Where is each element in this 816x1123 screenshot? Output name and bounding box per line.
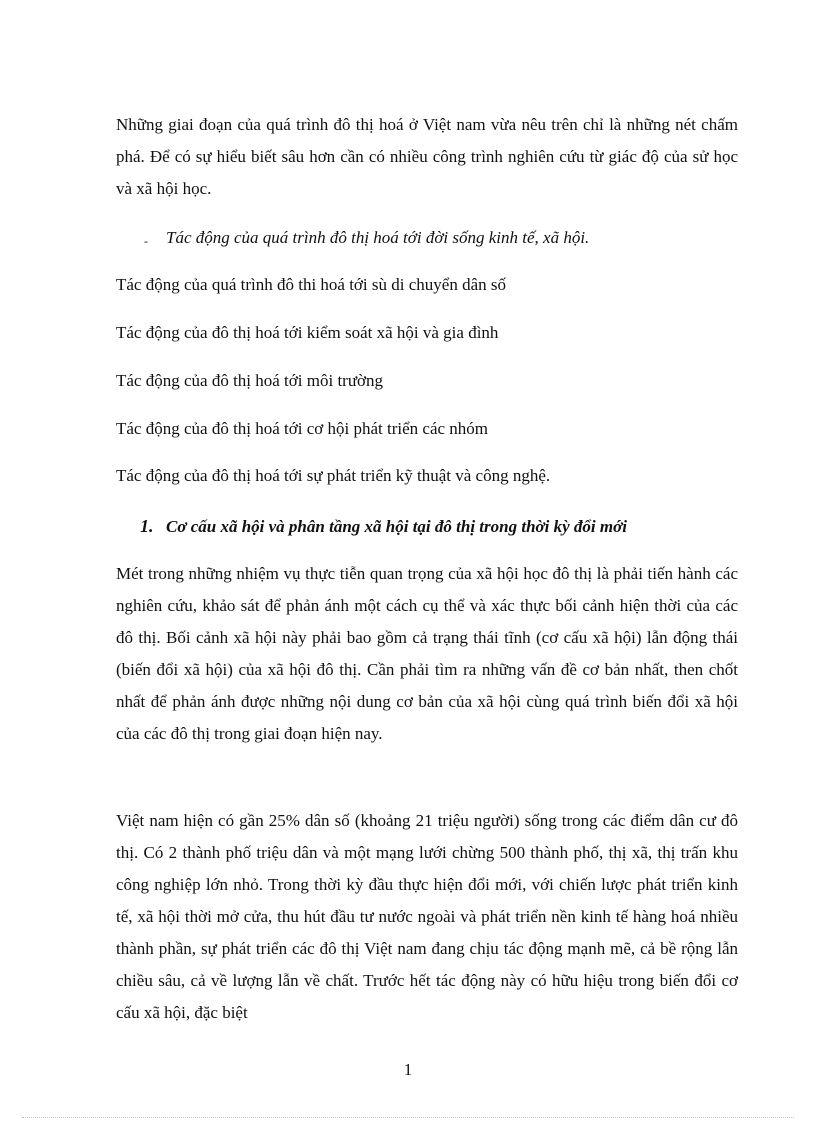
impact-line-5: Tác động của đô thị hoá tới sự phát triển kỹ thuật và công nghệ. xyxy=(116,466,551,485)
body-paragraph-1: Mét trong những nhiệm vụ thực tiễn quan trọng của xã hội học đô thị là phải tiến hành các nghiên cứu, khảo sát để phản ánh một cách cụ thể và xác thực bối cảnh hiện thời của các đô thị. Bối cảnh xã hội này phải bao gồm cả trạng thái tĩnh (cơ cấu xã hội) lẫn động thái (biến đổi xã hội) của xã hội đô thị. Cần phải tìm ra những vấn đề cơ bản nhất, then chốt nhất để phản ánh được những nội dung cơ bản của xã hội cùng quá trình biến đổi xã hội của các đô thị trong giai đoạn hiện nay. xyxy=(116,564,738,743)
body-paragraph-2: Việt nam hiện có gần 25% dân số (khoảng 21 triệu người) sống trong các điểm dân cư đô thị. Có 2 thành phố triệu dân và một mạng lưới chừng 500 thành phố, thị xã, thị trấn khu công nghiệp lớn nhỏ. Trong thời kỳ đầu thực hiện đổi mới, với chiến lược phát triển kinh tế, xã hội thời mở cửa, thu hút đầu tư nước ngoài và phát triển nền kinh tế hàng hoá nhiều thành phần, sự phát triển các đô thị Việt nam đang chịu tác động mạnh mẽ, cả bề rộng lẫn chiều sâu, cả về lượng lẫn về chất. Trước hết tác động này có hữu hiệu trong biến đổi cơ cấu xã hội, đặc biệt xyxy=(116,811,738,1022)
bullet-text: Tác động của quá trình đô thị hoá tới đời sống kinh tế, xã hội. xyxy=(166,228,590,247)
section-heading xyxy=(140,514,627,539)
impact-line-1: Tác động của quá trình đô thi hoá tới sù di chuyển dân số xyxy=(116,275,506,294)
section-title: Cơ cấu xã hội và phân tầng xã hội tại đô thị trong thời kỳ đổi mới xyxy=(166,517,627,536)
impact-line-2: Tác động của đô thị hoá tới kiểm soát xã hội và gia đình xyxy=(116,323,499,342)
section-number: 1. xyxy=(140,516,154,536)
page-number: 1 xyxy=(403,1060,413,1079)
impact-line-4: Tác động của đô thị hoá tới cơ hội phát triển các nhóm xyxy=(116,419,489,438)
page-bottom-divider xyxy=(22,1117,794,1118)
impact-line-3: Tác động của đô thị hoá tới môi trường xyxy=(116,371,384,390)
bullet-marker: - xyxy=(144,234,148,248)
bullet-item xyxy=(144,226,589,253)
intro-paragraph: Những giai đoạn của quá trình đô thị hoá ở Việt nam vừa nêu trên chỉ là những nét chấm phá. Để có sự hiểu biết sâu hơn cần có nhiều công trình nghiên cứu từ giác độ của sử học và xã hội học. xyxy=(116,115,738,198)
